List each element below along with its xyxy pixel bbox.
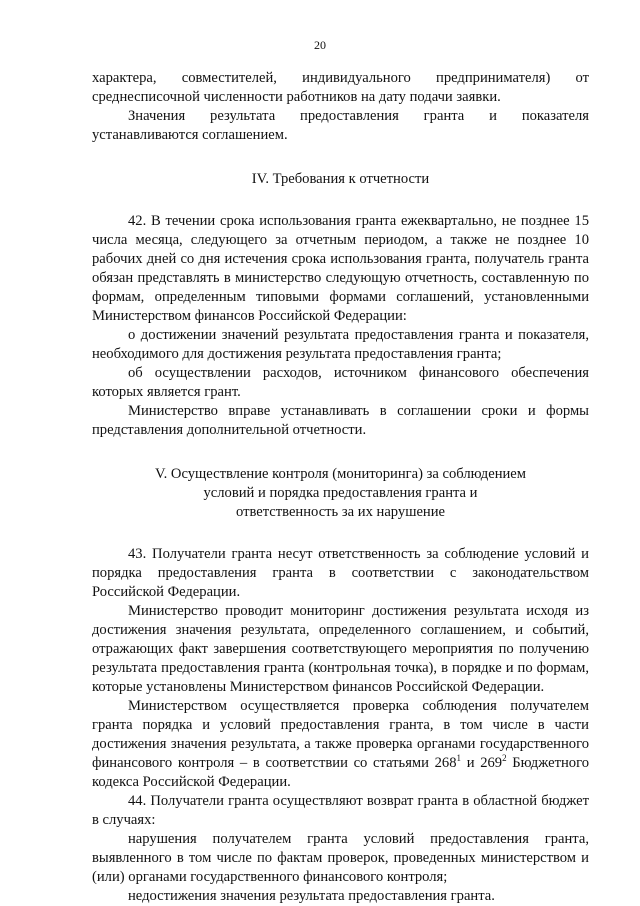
ministry-right-paragraph: Министерство вправе устанавливать в соглашении сроки и формы представления дополнительной отчетности.	[92, 403, 589, 438]
report-item-1: о достижении значений результата предоставления гранта и показателя, необходимого для достижения результата предоставления гранта;	[92, 327, 589, 362]
return-case-2: недостижения значения результата предоставления гранта.	[128, 888, 495, 904]
report-item-2: об осуществлении расходов, источником финансового обеспечения которых является грант.	[92, 365, 589, 400]
intro-paragraph-2: Значения результата предоставления гранта и показателя устанавливаются соглашением.	[92, 108, 589, 143]
article-268-superscript: 1	[456, 753, 462, 763]
section-4-title: IV. Требования к отчетности	[251, 171, 430, 187]
spacer	[92, 145, 589, 170]
intro-paragraph-1: характера, совместителей, индивидуального предпринимателя) от среднесписочной численности работников на дату подачи заявки.	[92, 70, 589, 105]
paragraph-42: 42. В течении срока использования гранта ежеквартально, не позднее 15 числа месяца, следующего за отчетным периодом, а также не позднее 10 рабочих дней со дня истечения срока использования гранта, получатель гранта обязан представлять в министерство следующую отчетность, составленную по формам, определенным типовыми формами соглашений, установленными Министерством финансов Российской Федерации:	[92, 213, 589, 324]
page-number: 20	[314, 38, 326, 52]
section-5-title-line-1: V. Осуществление контроля (мониторинга) за соблюдением	[154, 466, 527, 482]
paragraph-43: 43. Получатели гранта несут ответственность за соблюдение условий и порядка предоставления гранта в соответствии с законодательством Российской Федерации.	[92, 546, 589, 600]
spacer	[92, 440, 589, 465]
section-5-title	[92, 465, 589, 522]
inspection-paragraph: Министерством осуществляется проверка соблюдения получателем гранта порядка и условий предоставления гранта, в том числе в части достижения значения результата, а также проверка органами государственного финансового контроля – в соответствии со статьями $268^1$ и $269^2$ Бюджетного кодекса Российской Федерации.	[92, 698, 590, 790]
page-content	[92, 69, 589, 906]
article-269-superscript: 2	[502, 753, 507, 763]
spacer	[92, 522, 589, 545]
paragraph-44: 44. Получатели гранта осуществляют возврат гранта в областной бюджет в случаях:	[92, 793, 589, 828]
spacer	[92, 189, 589, 212]
section-5-title-line-3: ответственность за их нарушение	[235, 504, 446, 520]
return-case-1: нарушения получателем гранта условий предоставления гранта, выявленного в том числе по фактам проверок, проведенных министерством и (или) органами государственного финансового контроля;	[92, 831, 589, 885]
monitoring-paragraph: Министерство проводит мониторинг достижения результата исходя из достижения значения результата, определенного соглашением, и событий, отражающих факт завершения соответствующего мероприятия по получению результата предоставления гранта (контрольная точка), в порядке и по формам, которые установлены Министерством финансов Российской Федерации.	[92, 603, 589, 695]
section-5-title-line-2: условий и порядка предоставления гранта и	[203, 485, 478, 501]
